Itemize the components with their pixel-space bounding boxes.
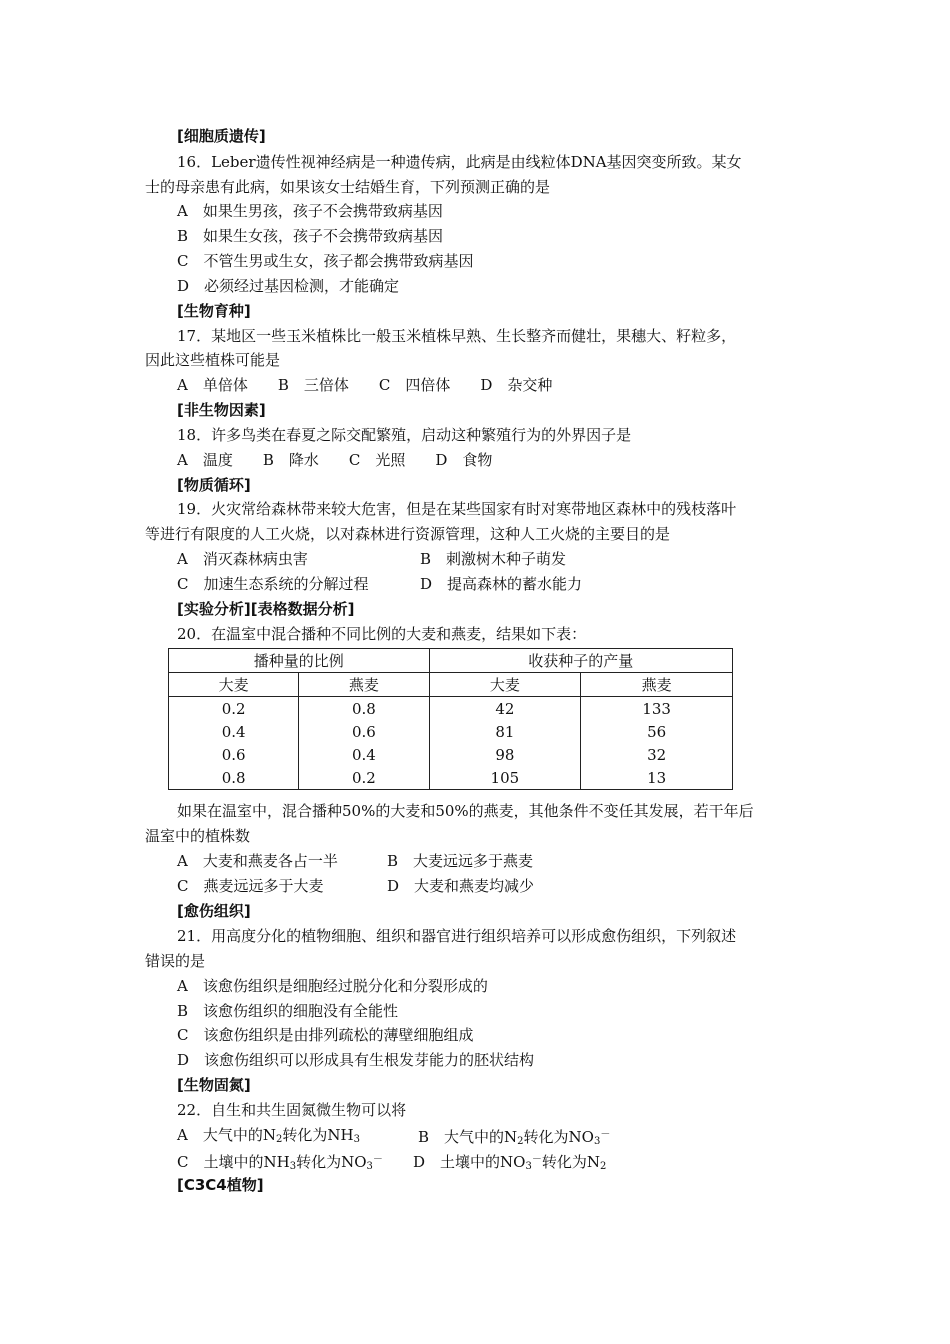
table-row (169, 697, 733, 721)
table-row (169, 720, 733, 743)
q16-option-b: B 如果生女孩，孩子不会携带致病基因 (177, 227, 444, 245)
table-column-header-row (169, 673, 733, 697)
q21-option-c: C 该愈伤组织是由排列疏松的薄壁细胞组成 (177, 1026, 474, 1044)
table-cell: 105 (429, 766, 581, 790)
q16-option-a: A 如果生男孩，孩子不会携带致病基因 (177, 202, 443, 220)
table-cell: 133 (581, 697, 733, 721)
table-col-oat-ratio: 燕麦 (299, 673, 429, 697)
q19-option-a: A 消灭森林病虫害 (177, 550, 308, 568)
question-21-line1: 21．用高度分化的植物细胞、组织和器官进行组织培养可以形成愈伤组织，下列叙述 (177, 927, 737, 945)
table-cell: 0.4 (169, 720, 299, 743)
question-16-line1: 16．Leber遗传性视神经病是一种遗传病，此病是由线粒体DNA基因突变所致。某女 (177, 153, 742, 171)
table-col-oat-yield: 燕麦 (581, 673, 733, 697)
section-heading-material-cycle: [物质循环] (177, 476, 251, 494)
q20-option-a: A 大麦和燕麦各占一半 (177, 852, 338, 870)
q19-option-c: C 加速生态系统的分解过程 (177, 575, 369, 593)
question-17-line1: 17．某地区一些玉米植株比一般玉米植株早熟、生长整齐而健壮，果穗大、籽粒多， (177, 327, 737, 345)
q17-options: A 单倍体 B 三倍体 C 四倍体 D 杂交种 (177, 376, 553, 394)
section-heading-cytoplasmic-inheritance: [细胞质遗传] (177, 127, 266, 145)
table-cell: 42 (429, 697, 581, 721)
section-heading-callus: [愈伤组织] (177, 902, 251, 920)
q16-option-c: C 不管生男或生女，孩子都会携带致病基因 (177, 252, 474, 270)
q19-option-b: B 刺激树木种子萌发 (420, 550, 567, 568)
seeding-yield-table (168, 648, 733, 790)
question-17-line2: 因此这些植株可能是 (145, 351, 281, 369)
table-cell: 0.6 (299, 720, 429, 743)
question-21-line2: 错误的是 (145, 952, 206, 970)
q22-option-b: B 大气中的$N_2$转化为$NO_3^-$ (418, 1128, 611, 1147)
q16-option-d: D 必须经过基因检测，才能确定 (177, 277, 400, 295)
section-heading-c3c4-plants: [C3C4植物] (177, 1176, 264, 1194)
q22-option-a: A 大气中的$N_2$转化为$NH_3$ (177, 1126, 360, 1145)
q21-option-a: A 该愈伤组织是细胞经过脱分化和分裂形成的 (177, 977, 488, 995)
question-20-after-line1: 如果在温室中，混合播种50%的大麦和50%的燕麦，其他条件不变任其发展，若干年后 (177, 802, 754, 820)
q20-option-c: C 燕麦远远多于大麦 (177, 877, 324, 895)
section-heading-abiotic-factors: [非生物因素] (177, 401, 266, 419)
table-cell: 98 (429, 743, 581, 766)
table-cell: 0.4 (299, 743, 429, 766)
q21-option-d: D 该愈伤组织可以形成具有生根发芽能力的胚状结构 (177, 1051, 535, 1069)
table-cell: 0.6 (169, 743, 299, 766)
question-16-line2: 士的母亲患有此病，如果该女士结婚生育，下列预测正确的是 (145, 178, 551, 196)
table-cell: 81 (429, 720, 581, 743)
q18-options: A 温度 B 降水 C 光照 D 食物 (177, 451, 493, 469)
question-18-line1: 18．许多鸟类在春夏之际交配繁殖，启动这种繁殖行为的外界因子是 (177, 426, 632, 444)
q20-option-b: B 大麦远远多于燕麦 (387, 852, 534, 870)
section-heading-nitrogen-fixation: [生物固氮] (177, 1076, 251, 1094)
q20-option-d: D 大麦和燕麦均减少 (387, 877, 535, 895)
table-cell: 56 (581, 720, 733, 743)
section-heading-breeding: [生物育种] (177, 302, 251, 320)
q19-option-d: D 提高森林的蓄水能力 (420, 575, 583, 593)
q21-option-b: B 该愈伤组织的细胞没有全能性 (177, 1002, 399, 1020)
question-19-line1: 19．火灾常给森林带来较大危害，但是在某些国家有时对寒带地区森林中的残枝落叶 (177, 500, 737, 518)
table-cell: 13 (581, 766, 733, 790)
table-group-harvest-yield: 收获种子的产量 (429, 649, 732, 673)
q22-option-d: D 土壤中的$NO_3^-$转化为$N_2$ (413, 1153, 607, 1172)
question-20-line1: 20．在温室中混合播种不同比例的大麦和燕麦，结果如下表： (177, 625, 587, 643)
section-heading-experiment-analysis: [实验分析][表格数据分析] (177, 600, 355, 618)
table-cell: 0.2 (169, 697, 299, 721)
table-cell: 0.2 (299, 766, 429, 790)
table-col-barley-yield: 大麦 (429, 673, 581, 697)
q22-option-c: C 土壤中的$NH_3$转化为$NO_3^-$ (177, 1153, 383, 1172)
question-20-after-line2: 温室中的植株数 (145, 827, 251, 845)
question-19-line2: 等进行有限度的人工火烧，以对森林进行资源管理，这种人工火烧的主要目的是 (145, 525, 671, 543)
table-row (169, 766, 733, 790)
table-cell: 0.8 (299, 697, 429, 721)
table-group-header-row (169, 649, 733, 673)
table-row (169, 743, 733, 766)
table-cell: 0.8 (169, 766, 299, 790)
question-22-line1: 22．自生和共生固氮微生物可以将 (177, 1101, 407, 1119)
table-col-barley-ratio: 大麦 (169, 673, 299, 697)
table-group-seeding-ratio: 播种量的比例 (169, 649, 430, 673)
table-cell: 32 (581, 743, 733, 766)
